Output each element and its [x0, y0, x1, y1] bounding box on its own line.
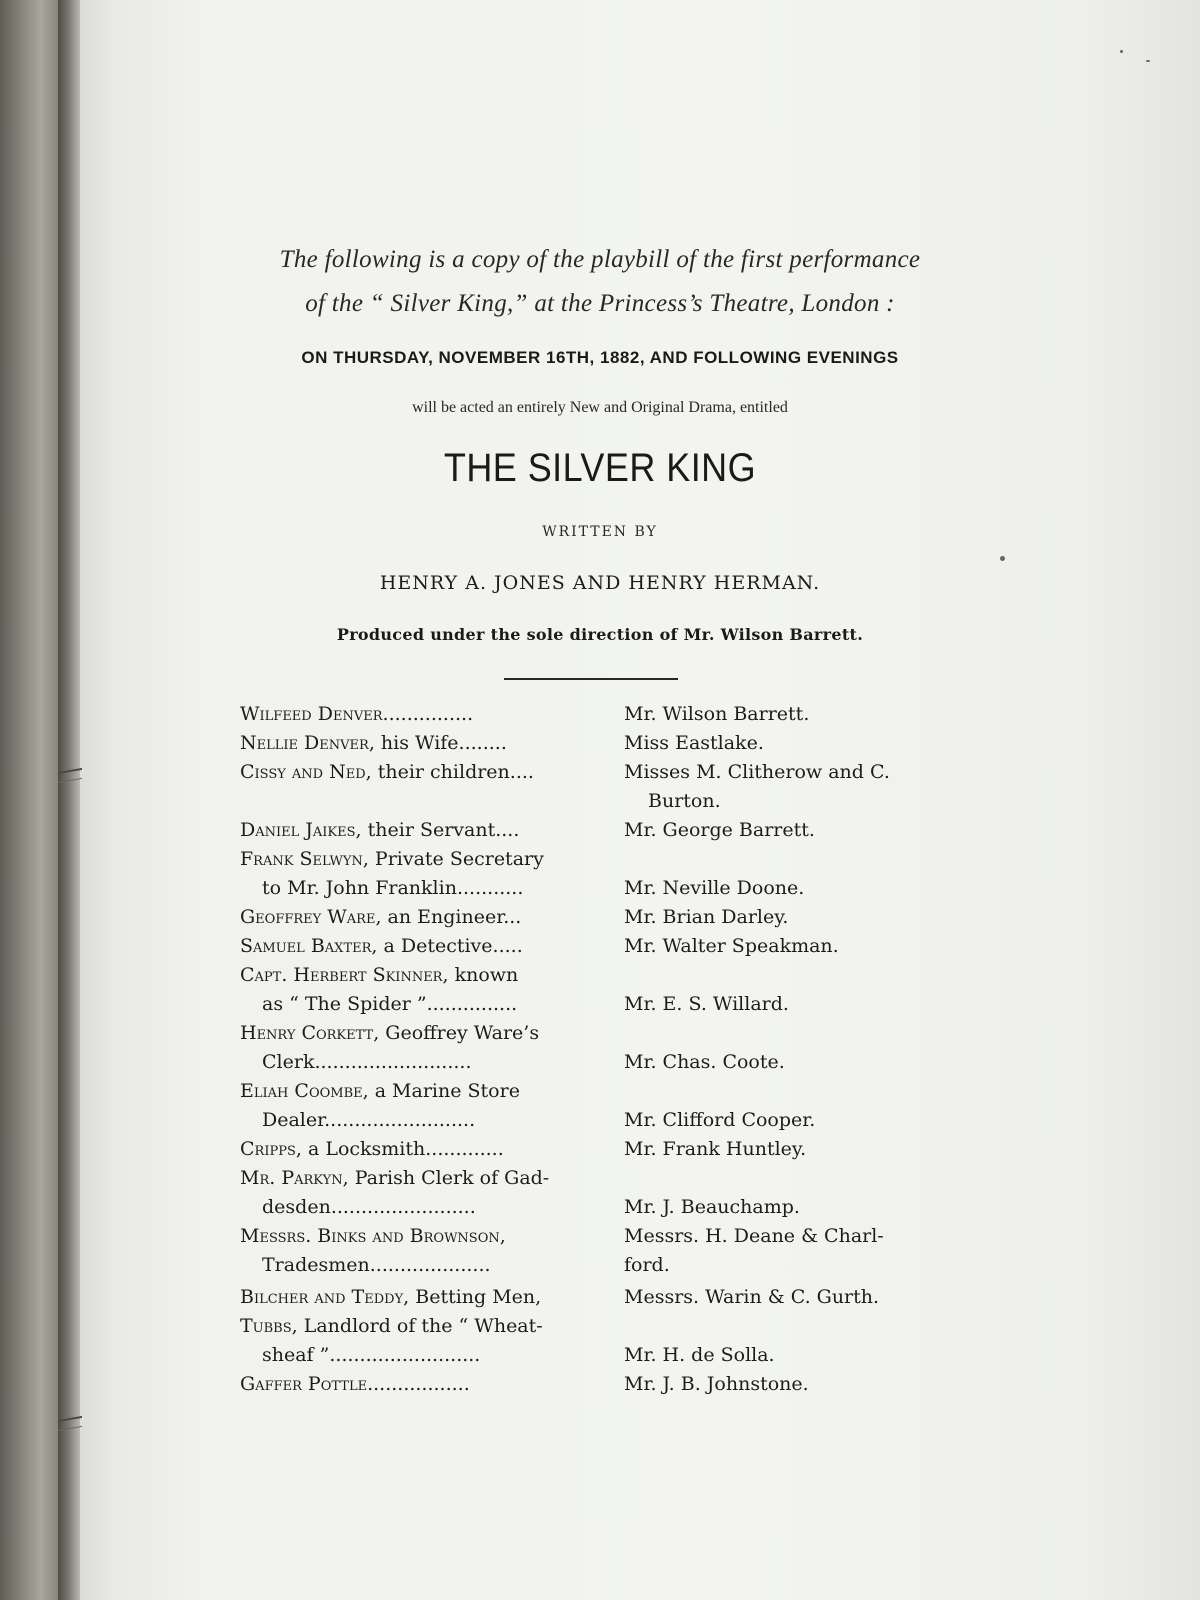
- character-description: , his Wife: [368, 732, 459, 754]
- actor-name: ford.: [624, 1254, 670, 1276]
- character-name: Capt. Herbert Skinner: [240, 964, 443, 986]
- character-name: Henry Corkett: [240, 1022, 374, 1044]
- actor-name: Messrs. Warin & C. Gurth.: [624, 1286, 880, 1308]
- cast-role: [240, 816, 519, 845]
- acted-line: will be acted an entirely New and Original Drama, entitled: [412, 399, 788, 416]
- character-description: , their children: [365, 761, 510, 783]
- character-description: , known: [442, 964, 519, 986]
- play-title: THE SILVER KING: [443, 446, 757, 490]
- cast-row: [240, 1048, 960, 1077]
- cast-role: [240, 1019, 539, 1048]
- dot-leader: ....: [509, 761, 534, 783]
- character-description: , Private Secretary: [362, 848, 544, 870]
- character-name: Mr. Parkyn: [240, 1167, 343, 1189]
- character-name: Messrs. Binks and Brownson: [240, 1225, 500, 1247]
- cast-row: [240, 787, 960, 816]
- character-description: Clerk: [262, 1051, 315, 1073]
- character-name: Cissy and Ned: [240, 761, 366, 783]
- dot-leader: ...............: [382, 703, 474, 725]
- dot-leader: .................: [367, 1373, 470, 1395]
- cast-role: [240, 729, 507, 758]
- cast-role: [262, 1048, 472, 1077]
- divider-rule: [504, 678, 678, 680]
- cast-role: [240, 932, 523, 961]
- character-description: Tradesmen: [262, 1254, 370, 1276]
- dot-leader: .....: [492, 935, 523, 957]
- actor-name: Mr. Neville Doone.: [624, 877, 805, 899]
- cast-row: [240, 729, 960, 758]
- cast-row: [240, 1312, 960, 1341]
- cast-row: [240, 903, 960, 932]
- character-description: , Landlord of the “ Wheat-: [291, 1315, 543, 1337]
- cast-role: [240, 845, 544, 874]
- character-description: to Mr. John Franklin: [262, 877, 457, 899]
- dot-leader: ........................: [330, 1196, 476, 1218]
- character-name: Gaffer Pottle: [240, 1373, 368, 1395]
- cast-role: [262, 1106, 475, 1135]
- cast-row: [240, 1341, 960, 1370]
- cast-role: [262, 1251, 491, 1280]
- cast-list: [240, 700, 960, 1399]
- direction-line: Produced under the sole direction of Mr. Wilson Barrett.: [336, 625, 864, 644]
- performance-date-line: ON THURSDAY, NOVEMBER 16TH, 1882, AND FOLLOWING EVENINGS: [301, 348, 899, 367]
- written-by-label: WRITTEN BY: [542, 524, 658, 540]
- intro-line-2: of the “ Silver King,” at the Princess’s Theatre, London :: [305, 290, 895, 317]
- cast-row: [240, 1164, 960, 1193]
- dot-leader: ........: [458, 732, 507, 754]
- cast-row: [240, 1283, 960, 1312]
- actor-name: Mr. Brian Darley.: [624, 906, 789, 928]
- character-name: Eliah Coombe: [240, 1080, 363, 1102]
- cast-row: [240, 1251, 960, 1280]
- dot-leader: ...: [503, 906, 522, 928]
- cast-role: [240, 1370, 470, 1399]
- cast-row: [240, 845, 960, 874]
- cast-role: [240, 903, 521, 932]
- character-name: Bilcher and Teddy: [240, 1286, 404, 1308]
- cast-role: [240, 1222, 506, 1251]
- cast-row: [240, 1077, 960, 1106]
- cast-row: [240, 1106, 960, 1135]
- actor-name: Mr. George Barrett.: [624, 819, 815, 841]
- character-name: Geoffrey Ware: [240, 906, 376, 928]
- cast-row: [240, 758, 960, 787]
- dot-leader: ..........................: [314, 1051, 472, 1073]
- paper-speck: [1146, 60, 1150, 62]
- paper-speck: [1000, 556, 1005, 561]
- dot-leader: ....: [495, 819, 520, 841]
- character-description: , a Detective: [371, 935, 493, 957]
- character-description: ,: [499, 1225, 506, 1247]
- cast-row: [240, 874, 960, 903]
- actor-name: Misses M. Clitherow and C.: [624, 761, 890, 783]
- cast-row: [240, 1193, 960, 1222]
- character-name: Cripps: [240, 1138, 296, 1160]
- cast-role: [240, 1283, 541, 1312]
- actor-name: Burton.: [648, 790, 721, 812]
- character-name: Samuel Baxter: [240, 935, 372, 957]
- character-description: , their Servant: [355, 819, 496, 841]
- cast-row: [240, 1135, 960, 1164]
- character-description: , Geoffrey Ware’s: [373, 1022, 540, 1044]
- character-description: , Betting Men,: [403, 1286, 542, 1308]
- dot-leader: .............: [425, 1138, 504, 1160]
- character-description: Dealer: [262, 1109, 325, 1131]
- actor-name: Mr. Chas. Coote.: [624, 1051, 785, 1073]
- intro-line-1: The following is a copy of the playbill of the first performance: [279, 246, 921, 273]
- dot-leader: ...............: [426, 993, 518, 1015]
- cast-role: [240, 758, 534, 787]
- cast-role: [262, 874, 523, 903]
- actor-name: Miss Eastlake.: [624, 732, 764, 754]
- character-description: , Parish Clerk of Gad-: [342, 1167, 550, 1189]
- character-name: Nellie Denver: [240, 732, 369, 754]
- dot-leader: ....................: [369, 1254, 491, 1276]
- actor-name: Mr. Frank Huntley.: [624, 1138, 807, 1160]
- actor-name: Messrs. H. Deane & Charl-: [624, 1225, 884, 1247]
- binding-gutter: [58, 0, 80, 1600]
- actor-name: Mr. E. S. Willard.: [624, 993, 789, 1015]
- dot-leader: .........................: [329, 1344, 481, 1366]
- actor-name: Mr. Clifford Cooper.: [624, 1109, 816, 1131]
- cast-row: [240, 932, 960, 961]
- cast-role: [262, 1193, 476, 1222]
- actor-name: Mr. J. B. Johnstone.: [624, 1373, 809, 1395]
- cast-role: [240, 1135, 504, 1164]
- cast-role: [262, 990, 517, 1019]
- authors-line: HENRY A. JONES AND HENRY HERMAN.: [379, 572, 821, 594]
- cast-row: [240, 1222, 960, 1251]
- cast-role: [240, 961, 518, 990]
- cast-row: [240, 816, 960, 845]
- actor-name: Mr. J. Beauchamp.: [624, 1196, 800, 1218]
- cast-row: [240, 1019, 960, 1048]
- cast-role: [240, 1077, 520, 1106]
- actor-name: Mr. Walter Speakman.: [624, 935, 839, 957]
- actor-name: Mr. H. de Solla.: [624, 1344, 775, 1366]
- character-description: desden: [262, 1196, 331, 1218]
- character-description: sheaf ”: [262, 1344, 330, 1366]
- cast-row: [240, 1370, 960, 1399]
- cast-row: [240, 700, 960, 729]
- left-page-edge: [0, 0, 58, 1600]
- character-name: Tubbs: [240, 1315, 292, 1337]
- cast-role: [240, 700, 473, 729]
- character-name: Daniel Jaikes: [240, 819, 356, 841]
- character-description: , a Marine Store: [362, 1080, 520, 1102]
- cast-row: [240, 990, 960, 1019]
- character-description: as “ The Spider ”: [262, 993, 427, 1015]
- cast-row: [240, 961, 960, 990]
- cast-role: [262, 1341, 480, 1370]
- dot-leader: .........................: [324, 1109, 476, 1131]
- character-name: Frank Selwyn: [240, 848, 363, 870]
- character-description: , an Engineer: [375, 906, 504, 928]
- character-name: Wilfeed Denver: [240, 703, 383, 725]
- cast-role: [240, 1312, 543, 1341]
- paper-speck: [1120, 50, 1123, 53]
- dot-leader: ...........: [456, 877, 524, 899]
- actor-name: Mr. Wilson Barrett.: [624, 703, 810, 725]
- cast-role: [240, 1164, 549, 1193]
- character-description: , a Locksmith: [295, 1138, 426, 1160]
